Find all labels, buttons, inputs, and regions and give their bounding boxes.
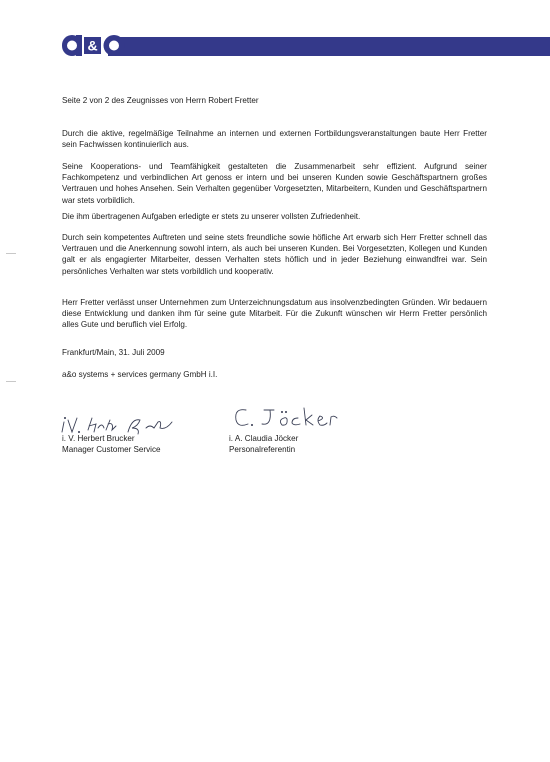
place-date: Frankfurt/Main, 31. Juli 2009 [62, 348, 165, 357]
page-reference: Seite 2 von 2 des Zeugnisses von Herrn Robert Fretter [62, 96, 259, 105]
fold-mark [6, 253, 16, 254]
paragraph-performance: Die ihm übertragenen Aufgaben erledigte er stets zu unserer vollsten Zufriedenheit. [62, 212, 361, 221]
ao-logo-icon [62, 32, 126, 59]
svg-text:&: & [87, 37, 98, 54]
paragraph-cooperation: Seine Kooperations- und Teamfähigkeit gestalteten die Zusammenarbeit sehr effizient. Aufgrund seiner Fachkompetenz und verbindlichen Art genoss er intern und bei unseren Kunden sowie Geschäftspartnern großes Vertrauen und hohes Ansehen. Sein Verhalten gegenüber Vorgesetzten, Mitarbeitern, Kunden und Geschäftspartnern war stets vorbildlich. [62, 162, 487, 205]
signatory-name: i. A. Claudia Jöcker [229, 434, 299, 443]
company-logo [62, 32, 126, 59]
paragraph-closing: Herr Fretter verlässt unser Unternehmen zum Unterzeichnungsdatum aus insolvenzbedingten Gründen. Wir bedauern diese Entwicklung und danken ihm für seine gute Mitarbeit. Für die Zukunft wünschen wir Herrn Fretter persönlich alles Gute und beruflich viel Erfolg. [62, 298, 487, 330]
paragraph-conduct: Durch sein kompetentes Auftreten und seine stets freundliche sowie höfliche Art erwarb sich Herr Fretter schnell das Vertrauen und die Anerkennung sowohl intern, als auch bei unseren Kunden. Bei Vorgesetzten, Kollegen und Kunden galt er als engagierter Mitarbeiter, dessen Verhalten stets höflich und in jeder Beziehung einwandfrei war. Sein persönliches Verhalten war stets vorbildlich und kooperativ. [62, 233, 487, 276]
signatory-name: i. V. Herbert Brucker [62, 434, 135, 443]
header-band [108, 37, 550, 56]
signatory-title: Personalreferentin [229, 445, 296, 455]
signature-joecker-icon [230, 404, 342, 434]
paragraph-training: Durch die aktive, regelmäßige Teilnahme an internen und externen Fortbildungsveranstaltungen baute Herr Fretter sein Fachwissen kontinuierlich aus. [62, 129, 487, 150]
company-name: a&o systems + services germany GmbH i.I. [62, 370, 218, 379]
signatory-joecker [229, 433, 298, 455]
signatory-title: Manager Customer Service [62, 445, 161, 455]
signatory-brucker [62, 433, 161, 455]
punch-mark [6, 381, 16, 382]
